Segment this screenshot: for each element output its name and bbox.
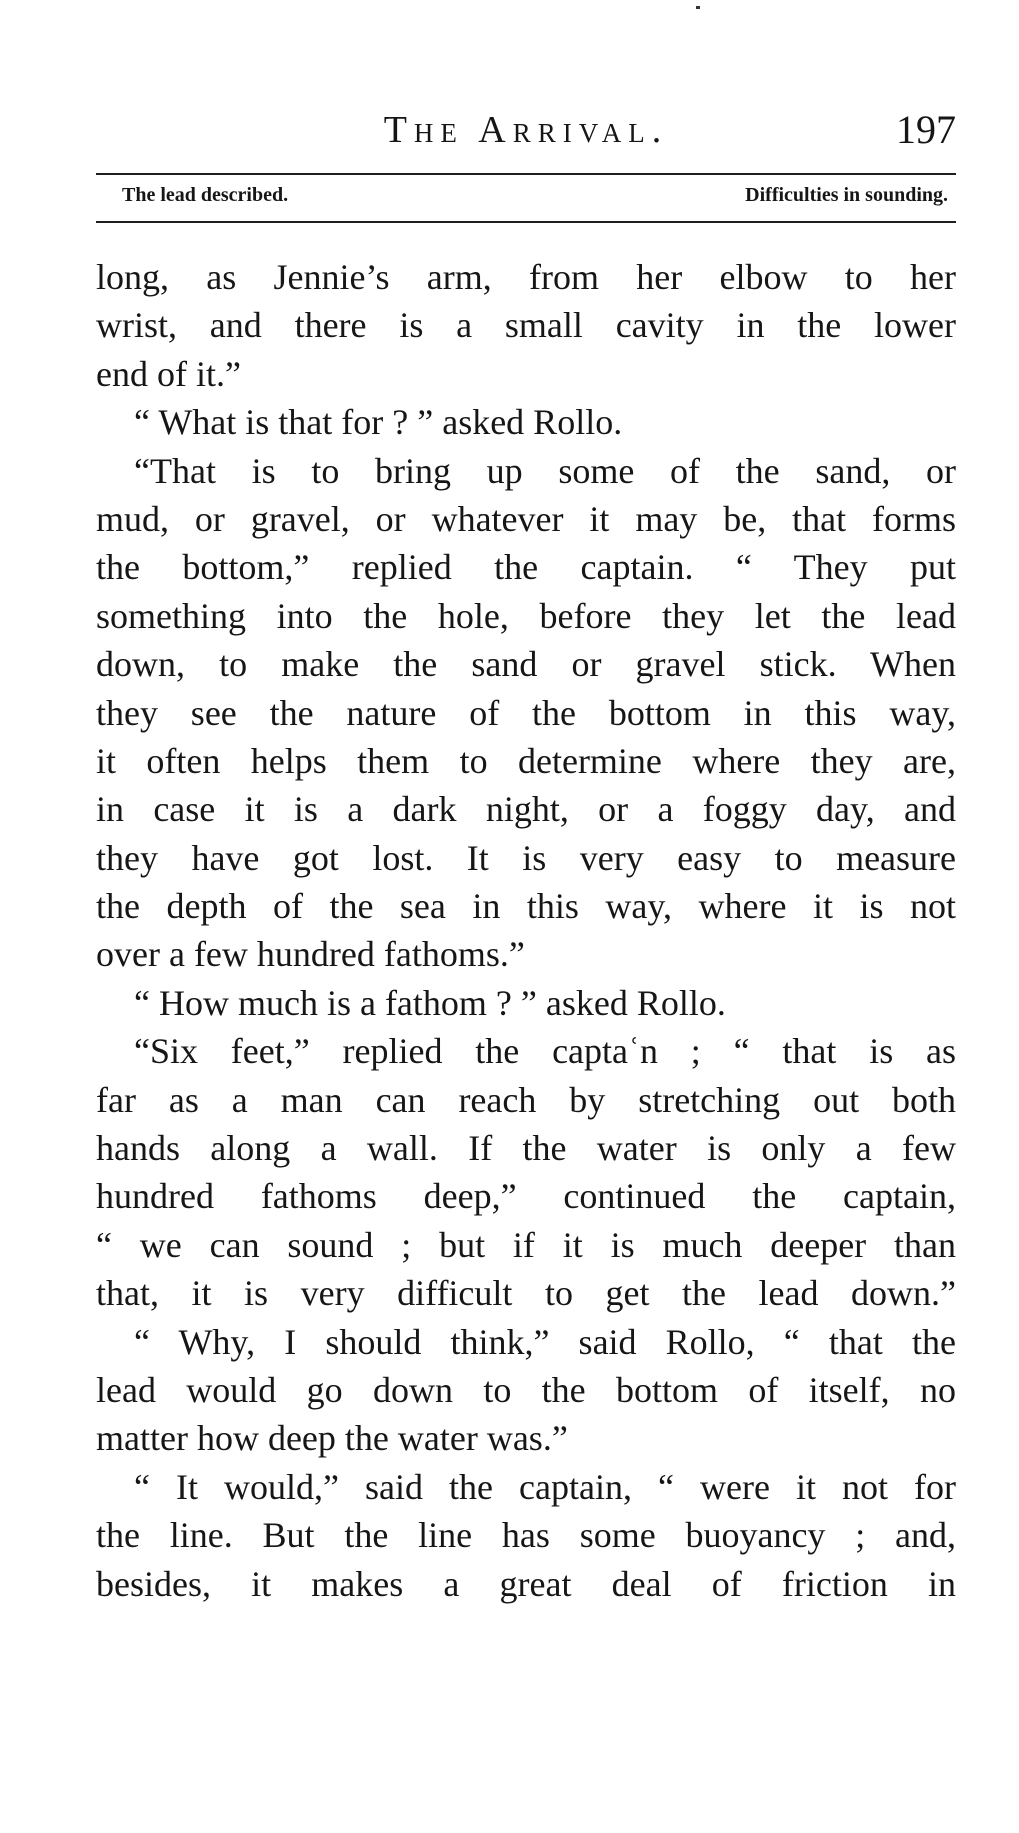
- text-line: matter how deep the water was.”: [96, 1418, 568, 1459]
- text-line: mud, or gravel, or whatever it may be, that forms: [96, 498, 956, 539]
- text-line: they see the nature of the bottom in this way,: [96, 692, 956, 733]
- text-line: the depth of the sea in this way, where it is not: [96, 886, 956, 927]
- text-line: far as a man can reach by stretching out both: [96, 1079, 956, 1120]
- sidehead-right: Difficulties in sounding.: [745, 184, 948, 206]
- text-line: hands along a wall. If the water is only a few: [96, 1128, 956, 1169]
- text-line: down, to make the sand or gravel stick. When: [96, 644, 956, 685]
- text-line: “ we can sound ; but if it is much deeper than: [96, 1224, 956, 1265]
- sideheads: [122, 184, 948, 214]
- text-line: “ How much is a fathom ? ” asked Rollo.: [134, 982, 726, 1023]
- text-line: hundred fathoms deep,” continued the captain,: [96, 1176, 956, 1217]
- text-line: that, it is very difficult to get the lead down.”: [96, 1273, 956, 1314]
- text-line: in case it is a dark night, or a foggy day, and: [96, 789, 956, 830]
- text-line: over a few hundred fathoms.”: [96, 934, 525, 975]
- text-line: “ Why, I should think,” said Rollo, “ that the: [134, 1321, 956, 1362]
- text-line: “ It would,” said the captain, “ were it not for: [134, 1466, 956, 1507]
- text-line: the bottom,” replied the captain. “ They put: [96, 547, 956, 588]
- sidehead-left: The lead described.: [122, 184, 289, 206]
- print-speck: [696, 6, 700, 9]
- text-line: long, as Jennie’s arm, from her elbow to her: [96, 257, 956, 297]
- running-title: The Arrival.: [383, 109, 669, 151]
- text-line: lead would go down to the bottom of itself, no: [96, 1369, 956, 1410]
- text-line: “That is to bring up some of the sand, or: [134, 450, 956, 491]
- text-line: they have got lost. It is very easy to measure: [96, 837, 956, 878]
- header-rule-top: [96, 173, 956, 175]
- page-number: 197: [896, 107, 956, 152]
- text-line: wrist, and there is a small cavity in the lower: [96, 305, 956, 346]
- text-line: “Six feet,” replied the captaʿn ; “ that is as: [134, 1031, 956, 1072]
- body-text: [96, 253, 956, 1608]
- text-line: end of it.”: [96, 353, 241, 394]
- text-line: besides, it makes a great deal of friction in: [96, 1563, 956, 1604]
- header-rule-bottom: [96, 221, 956, 223]
- text-line: something into the hole, before they let the lead: [96, 595, 956, 636]
- text-line: “ What is that for ? ” asked Rollo.: [134, 402, 623, 443]
- page-header: [96, 104, 956, 156]
- text-line: the line. But the line has some buoyancy ; and,: [96, 1515, 956, 1556]
- text-line: it often helps them to determine where they are,: [96, 740, 956, 781]
